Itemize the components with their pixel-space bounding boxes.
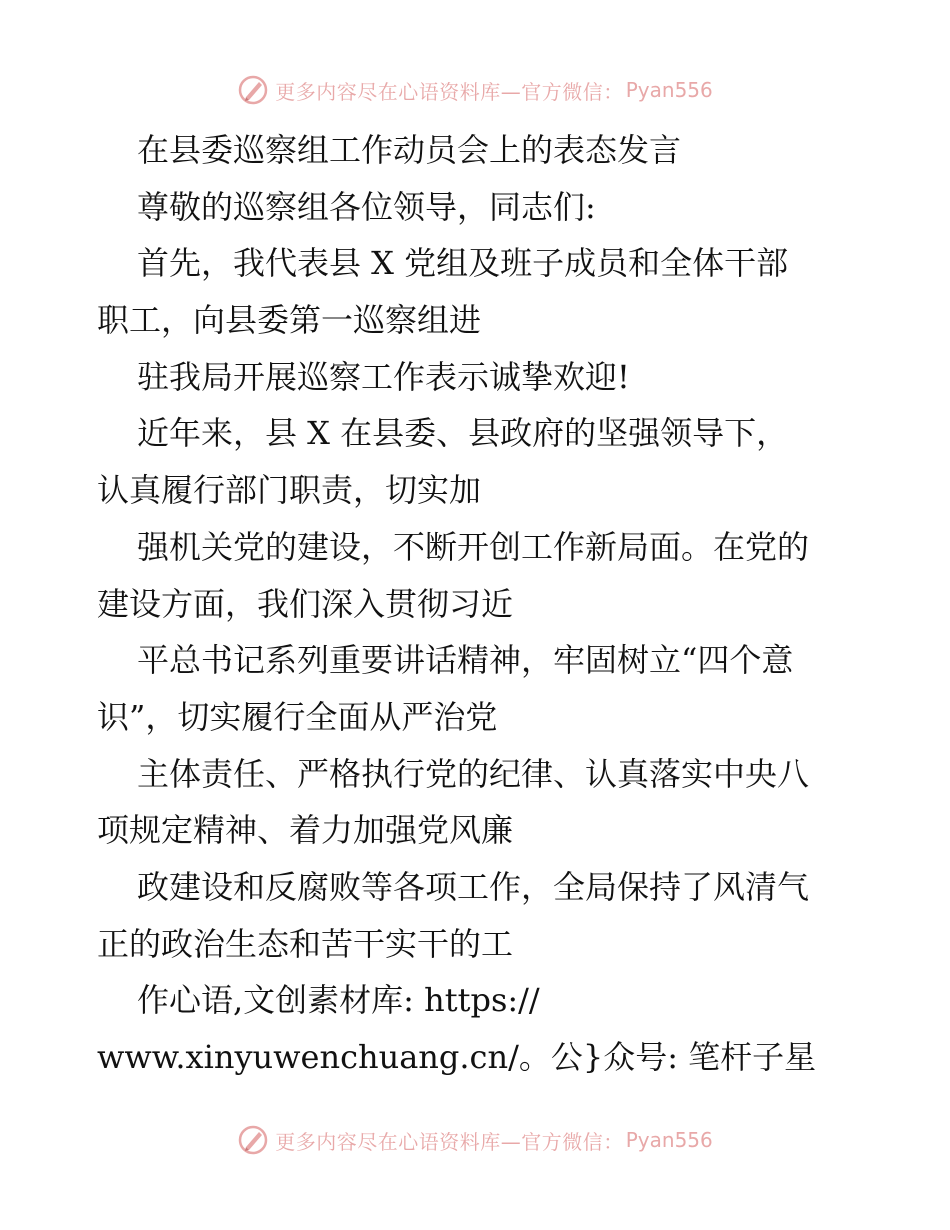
document-body <box>97 122 867 1086</box>
text-line: www.xinyuwenchuang.cn/。公}众号: 笔杆子星 <box>97 1038 817 1076</box>
text-line: 认真履行部门职责，切实加 <box>97 471 482 510</box>
text-line: 正的政治生态和苦干实干的工 <box>97 924 514 963</box>
salutation: 尊敬的巡察组各位领导，同志们: <box>137 187 596 226</box>
pen-logo-icon <box>237 1124 269 1156</box>
watermark-footer <box>0 1120 950 1160</box>
text-line: 强机关党的建设，不断开创工作新局面。在党的 <box>137 527 810 566</box>
watermark-handle: Pyan556 <box>625 1128 713 1152</box>
text-line: 平总书记系列重要讲话精神，牢固树立“四个意 <box>137 641 794 680</box>
text-line: 作心语,文创素材库: https:// <box>137 981 540 1020</box>
watermark-text: 更多内容尽在心语资料库—官方微信： <box>275 79 624 104</box>
watermark-header <box>0 70 950 110</box>
text-line: 政建设和反腐败等各项工作，全局保持了风清气 <box>137 867 810 906</box>
watermark-text: 更多内容尽在心语资料库—官方微信： <box>275 1129 624 1154</box>
text-line: 首先，我代表县 X 党组及班子成员和全体干部 <box>137 244 789 283</box>
text-line: 职工，向县委第一巡察组进 <box>97 301 482 340</box>
text-line: 识”，切实履行全面从严治党 <box>97 697 498 736</box>
text-line: 建设方面，我们深入贯彻习近 <box>97 584 514 623</box>
text-line: 主体责任、严格执行党的纪律、认真落实中央八 <box>137 754 810 793</box>
pen-logo-icon <box>237 74 269 106</box>
document-title: 在县委巡察组工作动员会上的表态发言 <box>137 131 682 169</box>
text-line: 驻我局开展巡察工作表示诚挚欢迎! <box>137 357 630 396</box>
watermark-handle: Pyan556 <box>625 78 713 102</box>
text-line: 近年来，县 X 在县委、县政府的坚强领导下， <box>137 414 789 453</box>
text-line: 项规定精神、着力加强党风廉 <box>97 811 514 850</box>
